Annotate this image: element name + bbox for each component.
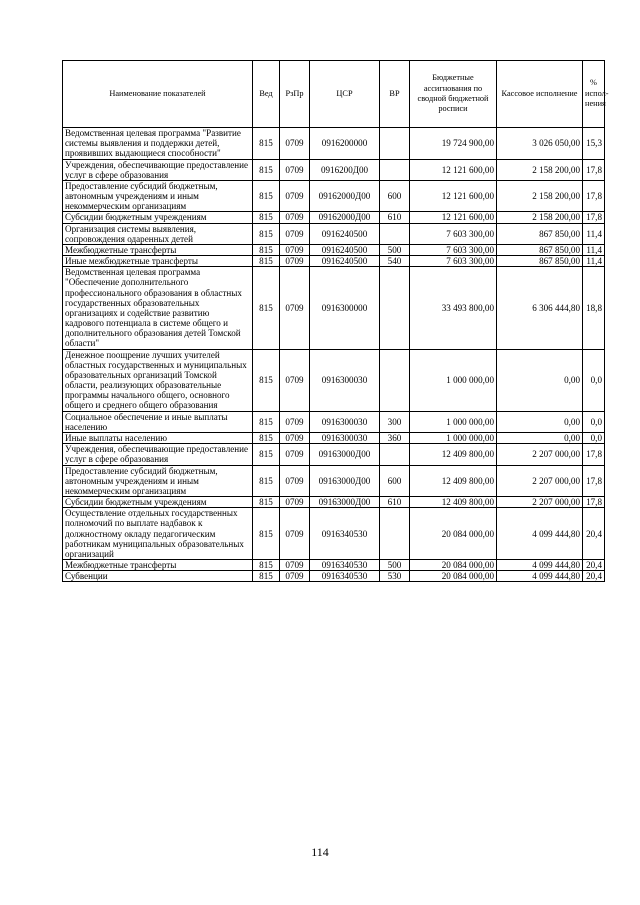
cell-name: Межбюджетные трансферты (63, 560, 253, 571)
cell-rzpr: 0709 (280, 212, 310, 223)
cell-csr: 09162000Д00 (310, 180, 380, 212)
header-cash: Кассовое исполнение (497, 61, 583, 128)
cell-csr: 09163000Д00 (310, 444, 380, 465)
cell-rzpr: 0709 (280, 128, 310, 160)
cell-csr: 0916200Д00 (310, 159, 380, 180)
cell-budget: 12 409 800,00 (410, 497, 497, 508)
cell-pct: 20,4 (583, 508, 605, 560)
cell-budget: 20 084 000,00 (410, 508, 497, 560)
cell-csr: 0916240500 (310, 223, 380, 244)
cell-ved: 815 (253, 180, 280, 212)
cell-vr: 500 (380, 244, 410, 255)
cell-pct: 17,8 (583, 180, 605, 212)
cell-rzpr: 0709 (280, 159, 310, 180)
cell-csr: 0916200000 (310, 128, 380, 160)
cell-pct: 17,8 (583, 212, 605, 223)
cell-vr: 610 (380, 212, 410, 223)
cell-ved: 815 (253, 256, 280, 267)
cell-pct: 0,0 (583, 432, 605, 443)
cell-csr: 0916340530 (310, 560, 380, 571)
cell-budget: 7 603 300,00 (410, 256, 497, 267)
cell-budget: 12 121 600,00 (410, 159, 497, 180)
cell-rzpr: 0709 (280, 497, 310, 508)
cell-vr (380, 349, 410, 411)
cell-cash: 2 207 000,00 (497, 465, 583, 497)
cell-name: Учреждения, обеспечивающие предоставление услуг в сфере образования (63, 444, 253, 465)
header-budget: Бюджетные ассигнования по сводной бюджетной росписи (410, 61, 497, 128)
cell-name: Межбюджетные трансферты (63, 244, 253, 255)
cell-ved: 815 (253, 159, 280, 180)
cell-rzpr: 0709 (280, 432, 310, 443)
cell-csr: 09163000Д00 (310, 497, 380, 508)
cell-budget: 7 603 300,00 (410, 244, 497, 255)
cell-vr (380, 508, 410, 560)
cell-ved: 815 (253, 508, 280, 560)
cell-ved: 815 (253, 497, 280, 508)
cell-ved: 815 (253, 223, 280, 244)
cell-cash: 0,00 (497, 432, 583, 443)
cell-pct: 20,4 (583, 571, 605, 582)
table-row (63, 497, 605, 508)
cell-budget: 1 000 000,00 (410, 411, 497, 432)
cell-name: Субсидии бюджетным учреждениям (63, 212, 253, 223)
cell-ved: 815 (253, 212, 280, 223)
cell-cash: 4 099 444,80 (497, 560, 583, 571)
cell-pct: 17,8 (583, 159, 605, 180)
header-pct: % испол-нения (583, 61, 605, 128)
cell-rzpr: 0709 (280, 560, 310, 571)
cell-name: Иные межбюджетные трансферты (63, 256, 253, 267)
cell-rzpr: 0709 (280, 508, 310, 560)
table-row (63, 128, 605, 160)
cell-cash: 867 850,00 (497, 223, 583, 244)
cell-rzpr: 0709 (280, 267, 310, 349)
cell-csr: 0916300030 (310, 411, 380, 432)
cell-budget: 12 409 800,00 (410, 444, 497, 465)
cell-rzpr: 0709 (280, 411, 310, 432)
cell-name: Организация системы выявления, сопровождения одаренных детей (63, 223, 253, 244)
cell-cash: 4 099 444,80 (497, 571, 583, 582)
cell-rzpr: 0709 (280, 223, 310, 244)
table-row (63, 223, 605, 244)
cell-csr: 0916300030 (310, 349, 380, 411)
cell-name: Социальное обеспечение и иные выплаты населению (63, 411, 253, 432)
header-name: Наименование показателей (63, 61, 253, 128)
cell-budget: 19 724 900,00 (410, 128, 497, 160)
cell-budget: 12 121 600,00 (410, 212, 497, 223)
table-row (63, 180, 605, 212)
cell-cash: 0,00 (497, 349, 583, 411)
header-csr: ЦСР (310, 61, 380, 128)
cell-csr: 09163000Д00 (310, 465, 380, 497)
cell-pct: 17,8 (583, 444, 605, 465)
cell-vr: 360 (380, 432, 410, 443)
cell-ved: 815 (253, 411, 280, 432)
cell-name: Учреждения, обеспечивающие предоставление услуг в сфере образования (63, 159, 253, 180)
table-row (63, 571, 605, 582)
cell-cash: 2 207 000,00 (497, 497, 583, 508)
cell-rzpr: 0709 (280, 244, 310, 255)
cell-ved: 815 (253, 349, 280, 411)
page-number: 114 (311, 845, 329, 859)
cell-vr: 540 (380, 256, 410, 267)
header-vr: ВР (380, 61, 410, 128)
cell-csr: 0916240500 (310, 256, 380, 267)
cell-budget: 20 084 000,00 (410, 571, 497, 582)
cell-vr (380, 223, 410, 244)
cell-budget: 20 084 000,00 (410, 560, 497, 571)
cell-vr (380, 444, 410, 465)
cell-cash: 867 850,00 (497, 244, 583, 255)
cell-csr: 0916240500 (310, 244, 380, 255)
budget-table (62, 60, 609, 582)
cell-csr: 0916300030 (310, 432, 380, 443)
cell-csr: 09162000Д00 (310, 212, 380, 223)
cell-rzpr: 0709 (280, 256, 310, 267)
table-row (63, 432, 605, 443)
cell-ved: 815 (253, 432, 280, 443)
table-row (63, 508, 605, 560)
cell-budget: 12 409 800,00 (410, 465, 497, 497)
cell-name: Предоставление субсидий бюджетным, автономным учреждениям и иным некоммерческим организациям (63, 465, 253, 497)
cell-cash: 2 158 200,00 (497, 159, 583, 180)
cell-pct: 17,8 (583, 497, 605, 508)
cell-cash: 2 158 200,00 (497, 180, 583, 212)
table-body (63, 128, 605, 582)
cell-vr: 610 (380, 497, 410, 508)
cell-budget: 1 000 000,00 (410, 432, 497, 443)
cell-pct: 20,4 (583, 560, 605, 571)
cell-vr: 300 (380, 411, 410, 432)
cell-cash: 2 207 000,00 (497, 444, 583, 465)
header-rzpr: РзПр (280, 61, 310, 128)
cell-cash: 6 306 444,80 (497, 267, 583, 349)
cell-rzpr: 0709 (280, 571, 310, 582)
cell-pct: 11,4 (583, 223, 605, 244)
cell-pct: 17,8 (583, 465, 605, 497)
cell-vr: 530 (380, 571, 410, 582)
cell-name: Субвенции (63, 571, 253, 582)
cell-ved: 815 (253, 267, 280, 349)
cell-vr: 600 (380, 465, 410, 497)
cell-name: Предоставление субсидий бюджетным, автономным учреждениям и иным некоммерческим организациям (63, 180, 253, 212)
table-row (63, 560, 605, 571)
cell-name: Иные выплаты населению (63, 432, 253, 443)
cell-vr: 600 (380, 180, 410, 212)
cell-vr: 500 (380, 560, 410, 571)
cell-budget: 33 493 800,00 (410, 267, 497, 349)
cell-rzpr: 0709 (280, 180, 310, 212)
table-row (63, 411, 605, 432)
table-row (63, 256, 605, 267)
cell-ved: 815 (253, 571, 280, 582)
cell-ved: 815 (253, 244, 280, 255)
cell-name: Ведомственная целевая программа "Развитие системы выявления и поддержки детей, проявивших выдающиеся способности" (63, 128, 253, 160)
cell-ved: 815 (253, 444, 280, 465)
cell-name: Субсидии бюджетным учреждениям (63, 497, 253, 508)
cell-pct: 11,4 (583, 244, 605, 255)
table-row (63, 465, 605, 497)
cell-name: Денежное поощрение лучших учителей областных государственных и муниципальных образовательных организаций Томской области, реализующих образовательные программы начального общего, основного общего и среднего общего образования (63, 349, 253, 411)
cell-rzpr: 0709 (280, 349, 310, 411)
cell-cash: 867 850,00 (497, 256, 583, 267)
cell-ved: 815 (253, 128, 280, 160)
cell-vr (380, 267, 410, 349)
cell-budget: 1 000 000,00 (410, 349, 497, 411)
cell-pct: 0,0 (583, 411, 605, 432)
header-ved: Вед (253, 61, 280, 128)
cell-pct: 15,3 (583, 128, 605, 160)
table-row (63, 444, 605, 465)
cell-cash: 0,00 (497, 411, 583, 432)
cell-budget: 7 603 300,00 (410, 223, 497, 244)
cell-name: Ведомственная целевая программа "Обеспечение дополнительного профессионального образования в областных государственных образовательных организациях и содействие развитию кадрового потенциала в системе общего и дополнительного образования детей Томской области" (63, 267, 253, 349)
cell-ved: 815 (253, 560, 280, 571)
cell-vr (380, 128, 410, 160)
cell-csr: 0916300000 (310, 267, 380, 349)
cell-rzpr: 0709 (280, 444, 310, 465)
cell-ved: 815 (253, 465, 280, 497)
cell-name: Осуществление отдельных государственных полномочий по выплате надбавок к должностному окладу педагогическим работникам муниципальных образовательных организаций (63, 508, 253, 560)
cell-cash: 3 026 050,00 (497, 128, 583, 160)
cell-pct: 18,8 (583, 267, 605, 349)
cell-pct: 11,4 (583, 256, 605, 267)
cell-cash: 2 158 200,00 (497, 212, 583, 223)
cell-vr (380, 159, 410, 180)
cell-budget: 12 121 600,00 (410, 180, 497, 212)
table-header-row (63, 61, 605, 128)
table-row (63, 244, 605, 255)
cell-csr: 0916340530 (310, 571, 380, 582)
table-row (63, 267, 605, 349)
cell-rzpr: 0709 (280, 465, 310, 497)
cell-csr: 0916340530 (310, 508, 380, 560)
cell-pct: 0,0 (583, 349, 605, 411)
table-row (63, 349, 605, 411)
table-row (63, 159, 605, 180)
cell-cash: 4 099 444,80 (497, 508, 583, 560)
table-row (63, 212, 605, 223)
